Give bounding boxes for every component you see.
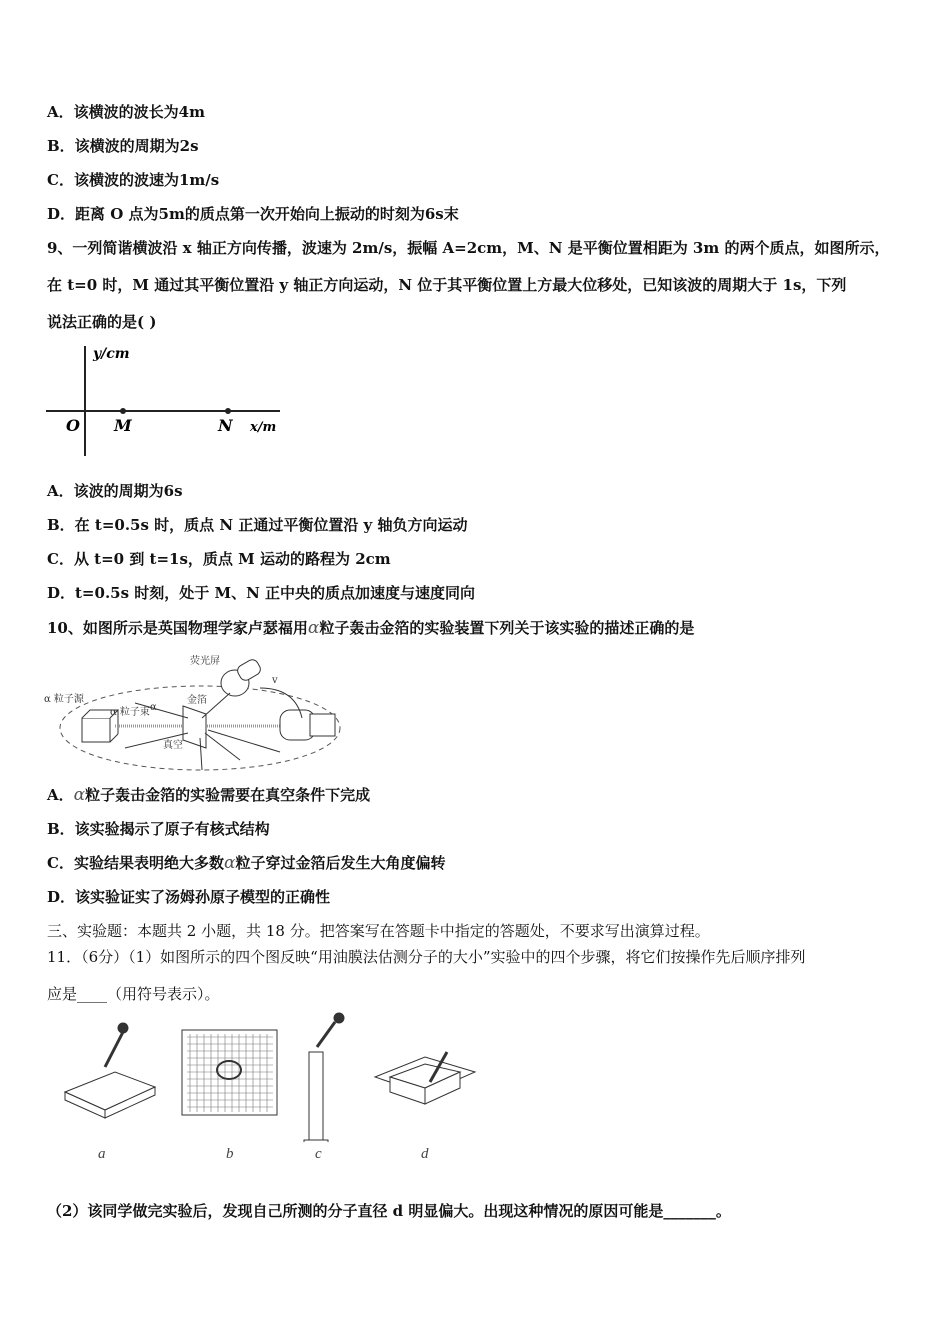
q10-stem-post: 粒子轰击金箔的实验装置下列关于该实验的描述正确的是 — [319, 619, 695, 637]
label-vacuum: 真空 — [163, 740, 183, 751]
q10-option-c — [47, 853, 445, 873]
q10-option-c-prefix: C．实验结果表明绝大多数 — [47, 854, 224, 872]
section-3-heading: 三、实验题：本题共 2 小题，共 18 分。把答案写在答题卡中指定的答题处，不要求写出演算过程。 — [47, 922, 710, 940]
caption-b: b — [226, 1146, 234, 1162]
caption-a: a — [98, 1146, 106, 1162]
q11-stem-line2: 应是____（用符号表示）。 — [47, 985, 220, 1003]
oil-film-steps-figure — [55, 1012, 495, 1142]
q9-option-b: B．在 t=0.5s 时，质点 N 正通过平衡位置沿 y 轴负方向运动 — [47, 516, 468, 534]
alpha-symbol: α — [73, 785, 86, 805]
step-c-figure — [304, 1013, 344, 1142]
q10-option-a-prefix: A． — [47, 786, 74, 804]
q9-stem-line2: 在 t=0 时，M 通过其平衡位置沿 y 轴正方向运动，N 位于其平衡位置上方最大位移处，已知该波的周期大于 1s，下列 — [47, 276, 847, 294]
step-d-figure — [375, 1052, 475, 1104]
q10-option-b: B．该实验揭示了原子有核式结构 — [47, 820, 270, 838]
q8-option-a: A．该横波的波长为4m — [47, 103, 205, 121]
y-axis-label: y/cm — [93, 346, 130, 362]
q10-option-c-text: 粒子穿过金箔后发生大角度偏转 — [235, 854, 446, 872]
q9-stem-line1: 9、一列简谐横波沿 x 轴正方向传播，波速为 2m/s，振幅 A=2cm，M、N 是平衡位置相距为 3m 的两个质点，如图所示， — [47, 239, 890, 257]
rutherford-apparatus-figure — [40, 648, 350, 773]
q10-option-d: D．该实验证实了汤姆孙原子模型的正确性 — [47, 888, 331, 906]
point-n-label: N — [218, 416, 233, 435]
q9-option-c: C．从 t=0 到 t=1s，质点 M 运动的路程为 2cm — [47, 550, 391, 568]
label-source: α 粒子源 — [44, 694, 84, 705]
q10-stem — [47, 618, 694, 638]
q8-option-b: B．该横波的周期为2s — [47, 137, 199, 155]
step-b-figure — [182, 1030, 277, 1115]
point-m-dot — [120, 408, 126, 414]
label-screen: 荧光屏 — [190, 656, 220, 667]
alpha-symbol: α — [223, 853, 236, 873]
label-alpha: α — [150, 702, 157, 713]
q9-option-a: A．该波的周期为6s — [47, 482, 183, 500]
point-n-dot — [225, 408, 231, 414]
origin-label: O — [66, 416, 80, 435]
q10-option-a — [47, 785, 370, 805]
label-beam: α 粒子束 — [110, 707, 150, 718]
q9-option-d: D．t=0.5s 时刻，处于 M、N 正中央的质点加速度与速度同向 — [47, 584, 476, 602]
label-foil: 金箔 — [187, 695, 207, 706]
step-a-figure — [65, 1023, 155, 1118]
x-axis-label: x/m — [250, 420, 277, 435]
caption-c: c — [315, 1146, 322, 1162]
q10-option-a-text: 粒子轰击金箔的实验需要在真空条件下完成 — [85, 786, 371, 804]
label-v: v — [272, 675, 278, 686]
caption-d: d — [421, 1146, 429, 1162]
point-m-label: M — [114, 416, 132, 435]
q10-stem-pre: 10、如图所示是英国物理学家卢瑟福用 — [47, 619, 308, 637]
q11-part2: （2）该同学做完实验后，发现自己所测的分子直径 d 明显偏大。出现这种情况的原因可能是_______。 — [47, 1202, 731, 1220]
q11-stem-line1: 11．（6分）（1）如图所示的四个图反映“用油膜法估测分子的大小”实验中的四个步骤，将它们按操作先后顺序排列 — [47, 948, 806, 966]
q8-option-c: C．该横波的波速为1m/s — [47, 171, 220, 189]
q9-stem-line3: 说法正确的是( ) — [47, 313, 157, 331]
q9-wave-axes-figure — [40, 338, 300, 458]
alpha-symbol: α — [307, 618, 320, 638]
q8-option-d: D．距离 O 点为5m的质点第一次开始向上振动的时刻为6s末 — [47, 205, 459, 223]
